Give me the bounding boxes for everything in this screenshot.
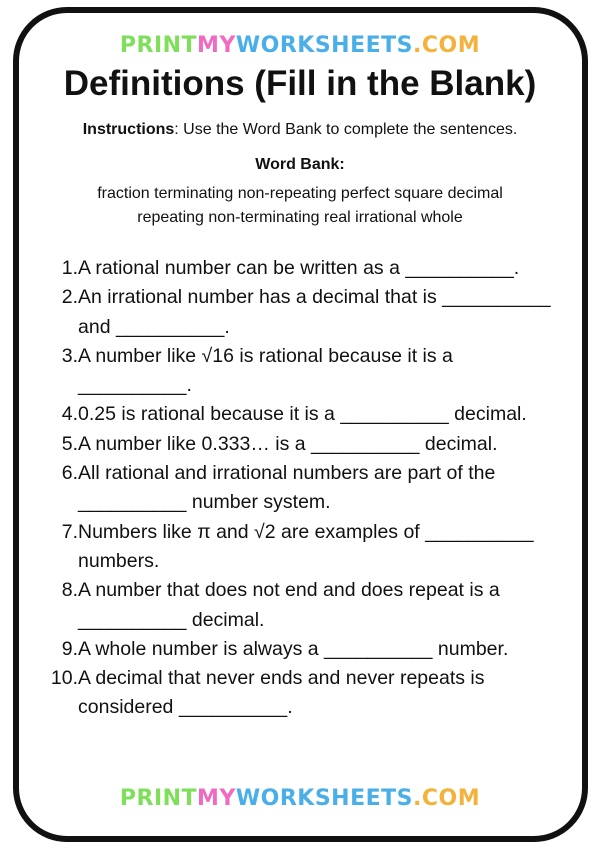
- brand-logo-bottom: [0, 786, 600, 811]
- question-item: [40, 664, 568, 723]
- instructions-label: Instructions: [82, 121, 175, 138]
- question-item: [40, 459, 568, 518]
- question-item: [40, 430, 568, 459]
- question-number: 4.: [61, 403, 78, 426]
- question-item: [40, 576, 568, 635]
- question-number: 10.: [50, 667, 78, 690]
- question-item: [40, 518, 568, 577]
- brand-part-worksheets: WORKSHEETS: [235, 786, 413, 811]
- brand-part-my: MY: [197, 786, 236, 811]
- instructions-text: : Use the Word Bank to complete the sentences.: [174, 121, 518, 138]
- word-bank-line: repeating non-terminating real irrational whole: [137, 209, 463, 226]
- question-text: A whole number is always a __________ number.: [78, 637, 509, 660]
- question-list: [40, 254, 568, 723]
- brand-part-print: PRINT: [119, 786, 198, 811]
- question-item: [40, 342, 568, 401]
- word-bank-words: [40, 182, 560, 230]
- question-text: 0.25 is rational because it is a __________ decimal.: [78, 403, 527, 426]
- question-item: [40, 254, 568, 283]
- question-item: [40, 283, 568, 342]
- brand-part-print: PRINT: [119, 33, 198, 58]
- brand-logo-top: [0, 33, 600, 58]
- question-number: 2.: [61, 286, 78, 309]
- question-number: 9.: [61, 637, 78, 660]
- question-number: 6.: [61, 462, 78, 485]
- word-bank-line: fraction terminating non-repeating perfect square decimal: [97, 185, 503, 202]
- question-text: A number like 0.333… is a __________ decimal.: [78, 432, 498, 455]
- page-title: Definitions (Fill in the Blank): [63, 64, 537, 103]
- question-text: A decimal that never ends and never repeats is considered __________.: [78, 667, 485, 719]
- brand-part-my: MY: [197, 33, 236, 58]
- word-bank-heading: Word Bank:: [255, 156, 345, 173]
- question-item: [40, 635, 568, 664]
- instructions: [0, 120, 600, 140]
- question-number: 8.: [61, 579, 78, 602]
- question-number: 3.: [61, 344, 78, 367]
- question-number: 1.: [61, 257, 78, 279]
- brand-part-worksheets: WORKSHEETS: [235, 33, 413, 58]
- question-text: A rational number can be written as a __________.: [78, 257, 520, 279]
- question-text: A number that does not end and does repeat is a __________ decimal.: [78, 579, 500, 631]
- brand-part-com: .COM: [413, 786, 481, 811]
- question-number: 7.: [61, 520, 78, 543]
- brand-part-com: .COM: [413, 33, 481, 58]
- question-text: All rational and irrational numbers are part of the __________ number system.: [78, 462, 496, 514]
- question-item: [40, 400, 568, 429]
- question-text: Numbers like π and √2 are examples of __________ numbers.: [78, 520, 534, 572]
- question-number: 5.: [61, 432, 78, 455]
- question-text: A number like √16 is rational because it is a __________.: [78, 344, 453, 397]
- question-text: An irrational number has a decimal that is __________ and __________.: [78, 286, 551, 338]
